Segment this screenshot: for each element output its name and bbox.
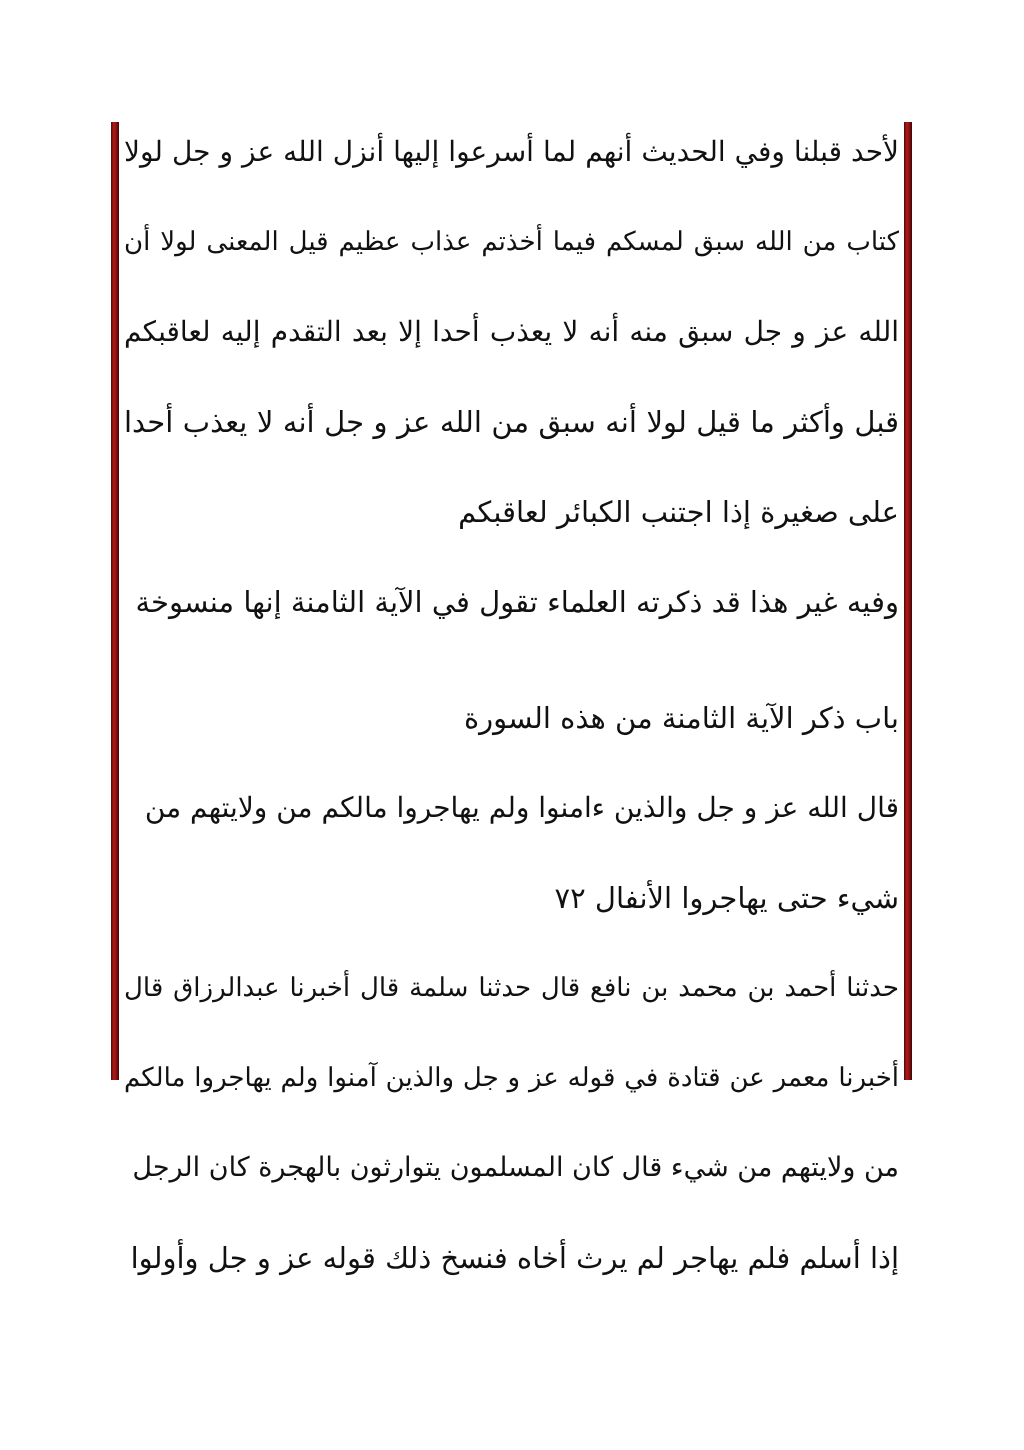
text-line-1: لأحد قبلنا وفي الحديث أنهم لما أسرعوا إليها أنزل الله عز و جل لولا bbox=[124, 135, 899, 168]
text-line-6: وفيه غير هذا قد ذكرته العلماء تقول في الآية الثامنة إنها منسوخة bbox=[135, 585, 899, 619]
left-page-border bbox=[111, 122, 119, 1080]
text-line-4: قبل وأكثر ما قيل لولا أنه سبق من الله عز و جل أنه لا يعذب أحدا bbox=[124, 405, 899, 439]
text-line-10: حدثنا أحمد بن محمد بن نافع قال حدثنا سلمة قال أخبرنا عبدالرزاق قال bbox=[124, 973, 899, 1003]
text-line-13: إذا أسلم فلم يهاجر لم يرث أخاه فنسخ ذلك قوله عز و جل وأولوا bbox=[130, 1241, 899, 1275]
text-line-12: من ولايتهم من شيء قال كان المسلمون يتوارثون بالهجرة كان الرجل bbox=[132, 1152, 899, 1183]
text-line-11: أخبرنا معمر عن قتادة في قوله عز و جل والذين آمنوا ولم يهاجروا مالكم bbox=[124, 1063, 899, 1093]
text-line-2: كتاب من الله سبق لمسكم فيما أخذتم عذاب عظيم قيل المعنى لولا أن bbox=[124, 227, 899, 257]
text-line-3: الله عز و جل سبق منه أنه لا يعذب أحدا إلا بعد التقدم إليه لعاقبكم bbox=[124, 315, 899, 348]
text-line-8: قال الله عز و جل والذين ءامنوا ولم يهاجروا مالكم من ولايتهم من bbox=[144, 791, 899, 824]
section-heading: باب ذكر الآية الثامنة من هذه السورة bbox=[463, 701, 899, 735]
right-page-border bbox=[904, 122, 912, 1080]
text-line-5: على صغيرة إذا اجتنب الكبائر لعاقبكم bbox=[458, 495, 899, 529]
text-line-9: شيء حتى يهاجروا الأنفال ٧٢ bbox=[554, 881, 899, 915]
